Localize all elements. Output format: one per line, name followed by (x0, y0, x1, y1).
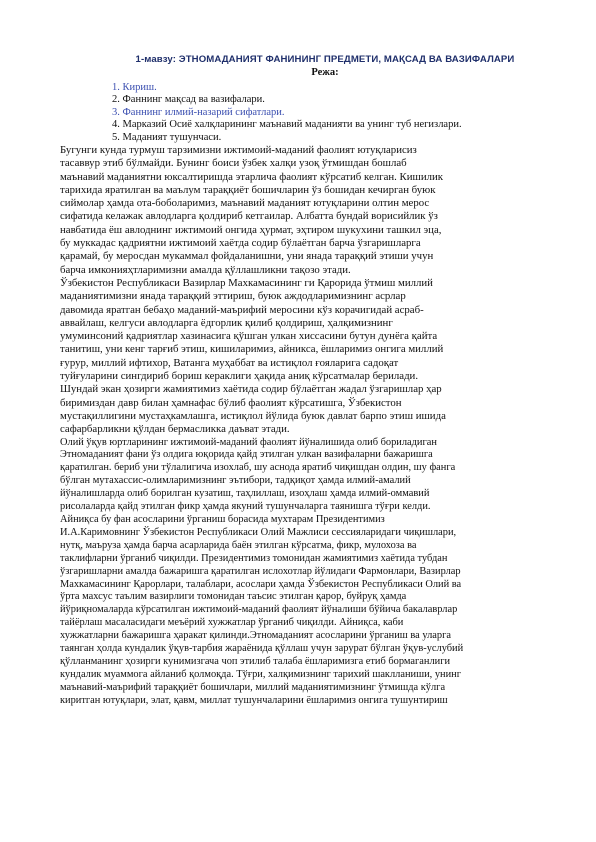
text-line: қарамай, бу меросдан мукаммал фойдаланишни, уни янада тараққий этиши учун (60, 250, 434, 263)
text-line: тарихида яратилган ва маълум тараққиёт бошичларин ўз бошидан кечирган буюк (60, 183, 436, 196)
plan-item: 5. Маданият тушунчаси. (112, 131, 222, 143)
text-line: қаратилган. бериб уни тўлалигича изохлаб, шу аснода яратиб чиқишдан олдин, шу фанга (60, 462, 456, 474)
text-line: танитиш, уни кенг тарғиб этиш, кишиларимиз, айникса, ёшларимиз онгига миллий (60, 343, 444, 356)
paragraph-higher-education (60, 437, 550, 708)
text-line: кундалик муаммога айланиб қолмоқда. Тўғри, халқимизнинг тарихий шаклланиши, унинг (60, 668, 461, 680)
text-line: сафарбарликни қўлдан бермасликка даъват этади. (60, 423, 290, 436)
text-line: мустақиллигини мустаҳкамлашга, истиқлол йўлида буюк давлат барпо этиш ишида (60, 409, 446, 422)
text-line: тайёрлаш масаласидаги меъёрий хужжатлар ўрганиб чиқилди. Айниқса, каби (60, 617, 404, 629)
text-line: Олий ўқув юртларининг ижтимоий-маданий фаолият йўналишида олиб бориладиган (60, 436, 437, 448)
document-title: 1-мавзу: ЭТНОМАДАНИЯТ ФАНИНИНГ ПРЕДМЕТИ, МАҚСАД ВА ВАЗИФАЛАРИ (135, 54, 515, 65)
paragraph-decree (60, 277, 550, 437)
plan-item: 2. Фаннинг мақсад ва вазифалари. (112, 94, 265, 106)
text-line: биримиздан давр билан ҳамнафас бўлиб фаолият кўрсатишга, Ўзбекистон (60, 396, 402, 409)
plan-item: 3. Фаннинг илмий-назарий сифатлари. (112, 106, 285, 118)
text-line: таклифларни ўрганиб чиқилди. Президентимиз томонидан жамиятимиз хаётида тубдан (60, 552, 448, 564)
text-line: қўлланманинг ҳозирги кунимизгача чоп этилиб талаба ёшларимизга етиб бормаганлиги (60, 655, 451, 667)
text-line: навбатида ёш авлоднинг ижтимоий онгида ҳурмат, эҳтиром шукухини ташкил эца, (60, 223, 442, 236)
text-line: Ўзбекистон Республикаси Вазирлар Махкамасининг ги Қарорида ўтмиш миллий (60, 276, 433, 289)
paragraph-intro (60, 144, 550, 277)
text-line: Шундай экан ҳозирги жамиятимиз хаётида содир бўлаётган жадал ўзгаришлар ҳар (60, 383, 442, 396)
plan-heading: Режа: (311, 67, 339, 78)
text-line: йўналишларда олиб борилган кузатиш, таҳлиллаш, изоҳлаш ҳамда илмий-оммавий (60, 488, 430, 500)
text-line: Этномаданият фани ўз олдига юқорида қайд этилган улкан вазифаларни бажаришга (60, 449, 433, 461)
text-line: сиймолар ҳамда ота-боболаримиз, маънавий маданият ютуқларини олтин мерос (60, 197, 430, 210)
text-line: аввайлаш, келгуси авлодларга ёдгорлик қилиб қолдириш, ҳалқимизнинг (60, 316, 393, 329)
plan-list (112, 82, 462, 144)
text-line: Бугунги кунда турмуш тарзимизни ижтимоий-маданий фаолият ютуқларисиз (60, 144, 417, 156)
text-line: Махкамасининг Қарорлари, талаблари, асослари ҳамда Ўзбекистон Республикаси Олий ва (60, 578, 462, 590)
text-line: бу муккадас қадриятни ижтимоий хаётда содир бўлаётган барча ўзгаришларга (60, 237, 421, 250)
text-line: ўрта махсус таълим вазирлиги томонидан таъсис этилган қарор, буйруқ ҳамда (60, 591, 407, 603)
text-line: нутқ, маъруза ҳамда барча асарларида баён этилган кўрсатма, фикр, мулохоза ва (60, 539, 417, 551)
plan-item: 1. Кириш. (112, 82, 157, 93)
text-line: И.А.Каримовнинг Ўзбекистон Республикаси Олий Мажлиси сессияларидаги чиқишлари, (60, 526, 457, 538)
text-line: таянган ҳолда кундалик ўқув-тарбия жараёнида қўллаш учун зарурат бўлган ўқув-услубий (60, 643, 464, 655)
text-line: рисолаларда қайд этилган фикр ҳамда якуний тушунчаларга таянишга тўғри келди. (60, 501, 431, 513)
text-line: йўриқномаларда кўрсатилган ижтимоий-маданий фаолият йўналиши бўйича бакалаврлар (60, 604, 458, 616)
plan-item: 4. Марказий Осиё халқларининг маънавий маданияти ва унинг туб негизлари. (112, 119, 462, 131)
text-line: бўлган мутахассис-олимларимизнинг эътибори, тадқиқот ҳамда илмий-амалий (60, 475, 411, 487)
text-line: тасаввур этиб бўлмайди. Бунинг боиси ўзбек халқи узоқ ўтмишдан бошлаб (60, 157, 407, 170)
text-line: маънавий-маърифий тараққиёт бошичлари, миллий маданиятимизнинг ўтмишда кўлга (60, 681, 446, 693)
text-line: ўзгаришларни амалда бажаришга қаратилган ислохотлар йўлидаги Фармонлари, Вазирлар (60, 565, 461, 577)
text-line: маданиятимизни янада тараққий эттириш, буюк аждодларимизнинг асрлар (60, 290, 406, 303)
text-line: киритган ютуқлари, элат, қавм, миллат тушунчаларини ёшларимиз онгига тушунтириш (60, 694, 448, 706)
text-line: туйғуларини сингдириб бориш кераклиги ҳақида аниқ кўрсатмалар берилади. (60, 370, 419, 383)
text-line: Айниқса бу фан асосларини ўрганиш борасида мухтарам Президентимиз (60, 513, 385, 525)
document-body (60, 144, 550, 708)
text-line: ғурур, миллий ифтихор, Ватанга муҳаббат ва истиқлол ғояларига садоқат (60, 356, 399, 369)
text-line: давомида яратган бебаҳо маданий-маърифий меросини кўз корачигидай асраб- (60, 303, 424, 316)
text-line: сифатида келажак авлодларга қолдириб кетгаилар. Албатта бундай ворисийлик ўз (60, 210, 438, 223)
text-line: маънавий маданиятни юксалтиришда этарлича фаолият кўрсатиб келган. Кишилик (60, 170, 444, 183)
text-line: барча имконияҳтларимизни амалда қўллашликни тақозо этади. (60, 263, 351, 276)
text-line: хужжатларни бажаришга ҳаракат қилинди.Этномаданият асосларини ўрганиш ва уларга (60, 630, 451, 642)
text-line: умуминсоний қадриятлар хазинасига қўшган улкан хиссасини бутун дунёга қайта (60, 330, 438, 343)
